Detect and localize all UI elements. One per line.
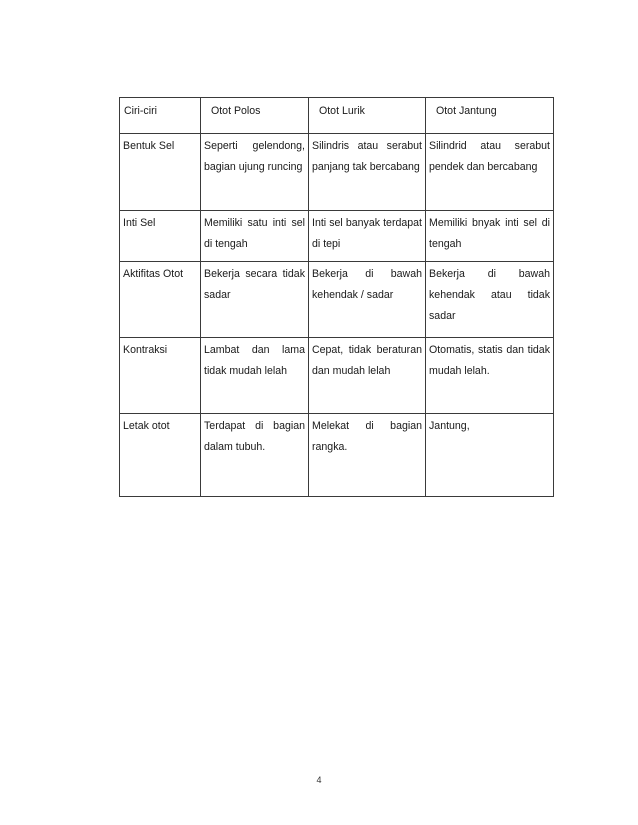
- table-row: [120, 262, 554, 338]
- cell-polos-letak: Terdapat di bagian dalam tubuh.: [201, 414, 309, 497]
- table-row: [120, 134, 554, 211]
- row-label-bentuk-sel: Bentuk Sel: [120, 134, 201, 211]
- cell-lurik-letak: Melekat di bagian rangka.: [309, 414, 426, 497]
- table-row: [120, 338, 554, 414]
- table-row: [120, 414, 554, 497]
- row-label-inti-sel: Inti Sel: [120, 211, 201, 262]
- header-otot-lurik: Otot Lurik: [309, 98, 426, 134]
- cell-polos-inti-sel: Memiliki satu inti sel di tengah: [201, 211, 309, 262]
- row-label-kontraksi: Kontraksi: [120, 338, 201, 414]
- page-number: 4: [316, 775, 322, 785]
- header-otot-jantung: Otot Jantung: [426, 98, 554, 134]
- cell-lurik-aktifitas: Bekerja di bawah kehendak / sadar: [309, 262, 426, 338]
- cell-polos-aktifitas: Bekerja secara tidak sadar: [201, 262, 309, 338]
- cell-lurik-kontraksi: Cepat, tidak beraturan dan mudah lelah: [309, 338, 426, 414]
- row-label-letak-otot: Letak otot: [120, 414, 201, 497]
- cell-jantung-kontraksi: Otomatis, statis dan tidak mudah lelah.: [426, 338, 554, 414]
- cell-lurik-inti-sel: Inti sel banyak terdapat di tepi: [309, 211, 426, 262]
- table-row: [120, 211, 554, 262]
- cell-lurik-bentuk-sel: Silindris atau serabut panjang tak bercabang: [309, 134, 426, 211]
- header-ciri-ciri: Ciri-ciri: [120, 98, 201, 134]
- table-header-row: [120, 98, 554, 134]
- cell-jantung-aktifitas: Bekerja di bawah kehendak atau tidak sadar: [426, 262, 554, 338]
- cell-polos-bentuk-sel: Seperti gelendong, bagian ujung runcing: [201, 134, 309, 211]
- muscle-comparison-table: [119, 97, 554, 497]
- cell-polos-kontraksi: Lambat dan lama tidak mudah lelah: [201, 338, 309, 414]
- cell-jantung-inti-sel: Memiliki bnyak inti sel di tengah: [426, 211, 554, 262]
- row-label-aktifitas-otot: Aktifitas Otot: [120, 262, 201, 338]
- cell-jantung-bentuk-sel: Silindrid atau serabut pendek dan bercabang: [426, 134, 554, 211]
- cell-jantung-letak: Jantung,: [426, 414, 554, 497]
- header-otot-polos: Otot Polos: [201, 98, 309, 134]
